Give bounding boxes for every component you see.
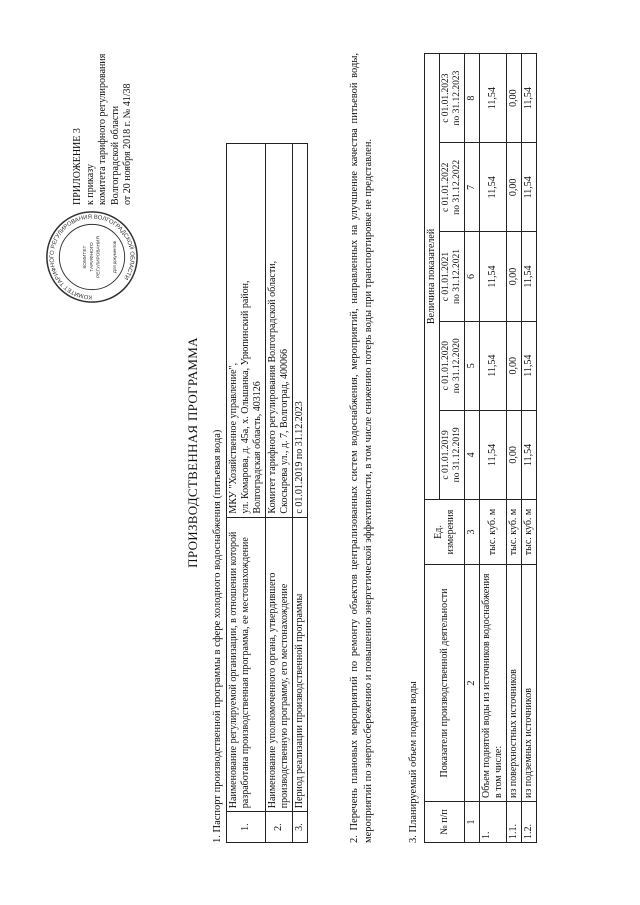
table-row	[227, 144, 266, 843]
row-indicator: из поверхностных источников	[507, 565, 522, 802]
column-number: 8	[465, 54, 480, 143]
table-row	[507, 54, 522, 843]
column-number-row	[465, 54, 480, 843]
row-value: 11,54	[522, 54, 537, 143]
header-period: с 01.01.2020 по 31.12.2020	[440, 321, 465, 410]
appendix-line: от 20 ноября 2018 г. № 41/38	[122, 83, 133, 205]
row-number: 1.1.	[507, 802, 522, 843]
table-row	[522, 54, 537, 843]
column-number: 6	[465, 232, 480, 321]
row-unit: тыс. куб. м	[522, 500, 537, 565]
table-header-row	[425, 54, 440, 843]
official-stamp-icon	[44, 209, 140, 305]
row-value: 0,00	[507, 232, 522, 321]
value-line: Волгоградская область, 403126	[252, 381, 263, 514]
row-unit: тыс. куб. м	[480, 500, 507, 565]
row-unit: тыс. куб. м	[507, 500, 522, 565]
value-line: Комитет тарифного регулирования Волгоградской области,	[267, 260, 278, 514]
table-row	[480, 54, 507, 843]
row-value	[266, 144, 293, 518]
column-number: 1	[465, 802, 480, 843]
svg-text:РЕГУЛИРОВАНИЯ: РЕГУЛИРОВАНИЯ	[96, 236, 102, 278]
page-title: ПРОИЗВОДСТВЕННАЯ ПРОГРАММА	[185, 337, 200, 568]
svg-text:КОМИТЕТ ТАРИФНОГО РЕГУЛИРОВАНИ: КОМИТЕТ ТАРИФНОГО РЕГУЛИРОВАНИЯ ВОЛГОГРАДСКОЙ ОБЛАСТИ	[49, 214, 135, 300]
appendix-line: комитета тарифного регулирования	[97, 53, 108, 205]
value-line: с 01.01.2019 по 31.12.2023	[294, 401, 305, 514]
value-line: МКУ "Хозяйственное управление",	[228, 362, 239, 514]
row-value: 11,54	[480, 321, 507, 410]
row-label: Период реализации производственной программы	[293, 517, 308, 812]
appendix-line: к приказу	[84, 164, 96, 205]
appendix-line: Волгоградской области	[109, 105, 121, 205]
row-value: 11,54	[522, 232, 537, 321]
appendix-label: ПРИЛОЖЕНИЕ 3	[72, 128, 83, 205]
header-period: с 01.01.2023 по 31.12.2023	[440, 54, 465, 143]
svg-text:ТАРИФНОГО: ТАРИФНОГО	[89, 242, 95, 272]
row-value: 0,00	[507, 410, 522, 499]
header-values-group: Величина показателей	[425, 54, 440, 500]
row-value: 11,54	[480, 143, 507, 232]
row-value: 0,00	[507, 143, 522, 232]
row-value: 0,00	[507, 321, 522, 410]
row-indicator: из подземных источников	[522, 565, 537, 802]
row-value: 11,54	[522, 410, 537, 499]
section-1-title: 1. Паспорт производственной программы в сфере холодного водоснабжения (питьевая вода)	[212, 429, 223, 843]
row-indicator: Объем поднятой воды из источников водоснабжения в том числе:	[480, 565, 507, 802]
row-number: 2.	[266, 812, 293, 843]
row-number: 3.	[293, 812, 308, 843]
row-number: 1.	[480, 802, 507, 843]
row-value: 11,54	[522, 321, 537, 410]
row-value: 11,54	[480, 232, 507, 321]
header-indicator: Показатели производственной деятельности	[425, 565, 465, 802]
row-value: 0,00	[507, 54, 522, 143]
row-value: 11,54	[480, 54, 507, 143]
svg-text:КОМИТЕТ: КОМИТЕТ	[83, 245, 89, 269]
passport-table	[226, 143, 308, 843]
svg-text:Для документов: Для документов	[112, 240, 118, 274]
section-3-title: 3. Планируемый объем подачи воды	[408, 681, 419, 843]
column-number: 5	[465, 321, 480, 410]
appendix-header	[72, 5, 135, 205]
table-row	[293, 144, 308, 843]
water-volume-table	[424, 53, 537, 843]
header-num: № п/п	[425, 802, 465, 843]
row-number: 1.2.	[522, 802, 537, 843]
column-number: 2	[465, 565, 480, 802]
header-period: с 01.01.2021 по 31.12.2021	[440, 232, 465, 321]
header-period: с 01.01.2019 по 31.12.2019	[440, 410, 465, 499]
value-line: Скосырева ул., д. 7, Волгоград, 400066	[279, 349, 290, 514]
column-number: 4	[465, 410, 480, 499]
column-number: 3	[465, 500, 480, 565]
row-value	[293, 144, 308, 518]
row-number: 1.	[227, 812, 266, 843]
row-label: Наименование регулируемой организации, в отношении которой разработана производственная программа, ее местонахождение	[227, 517, 266, 812]
header-period: с 01.01.2022 по 31.12.2022	[440, 143, 465, 232]
section-2-text: 2. Перечень плановых мероприятий по ремонту объектов централизованных систем водоснабжения, мероприятий, направленных на улучшение качества питьевой воды, мероприятий по энергосбережению и повышению энергетической эффективности, в том числе снижению потерь воды при транспортировке не представлен.	[349, 53, 374, 843]
table-row	[266, 144, 293, 843]
column-number: 7	[465, 143, 480, 232]
header-unit: Ед. измерения	[425, 500, 465, 565]
row-label: Наименование уполномоченного органа, утвердившего производственную программу, его местонахождение	[266, 517, 293, 812]
row-value: 11,54	[480, 410, 507, 499]
value-line: ул. Комарова, д. 45а, х. Ольшанка, Урюпинский район,	[240, 280, 251, 514]
row-value	[227, 144, 266, 518]
row-value: 11,54	[522, 143, 537, 232]
